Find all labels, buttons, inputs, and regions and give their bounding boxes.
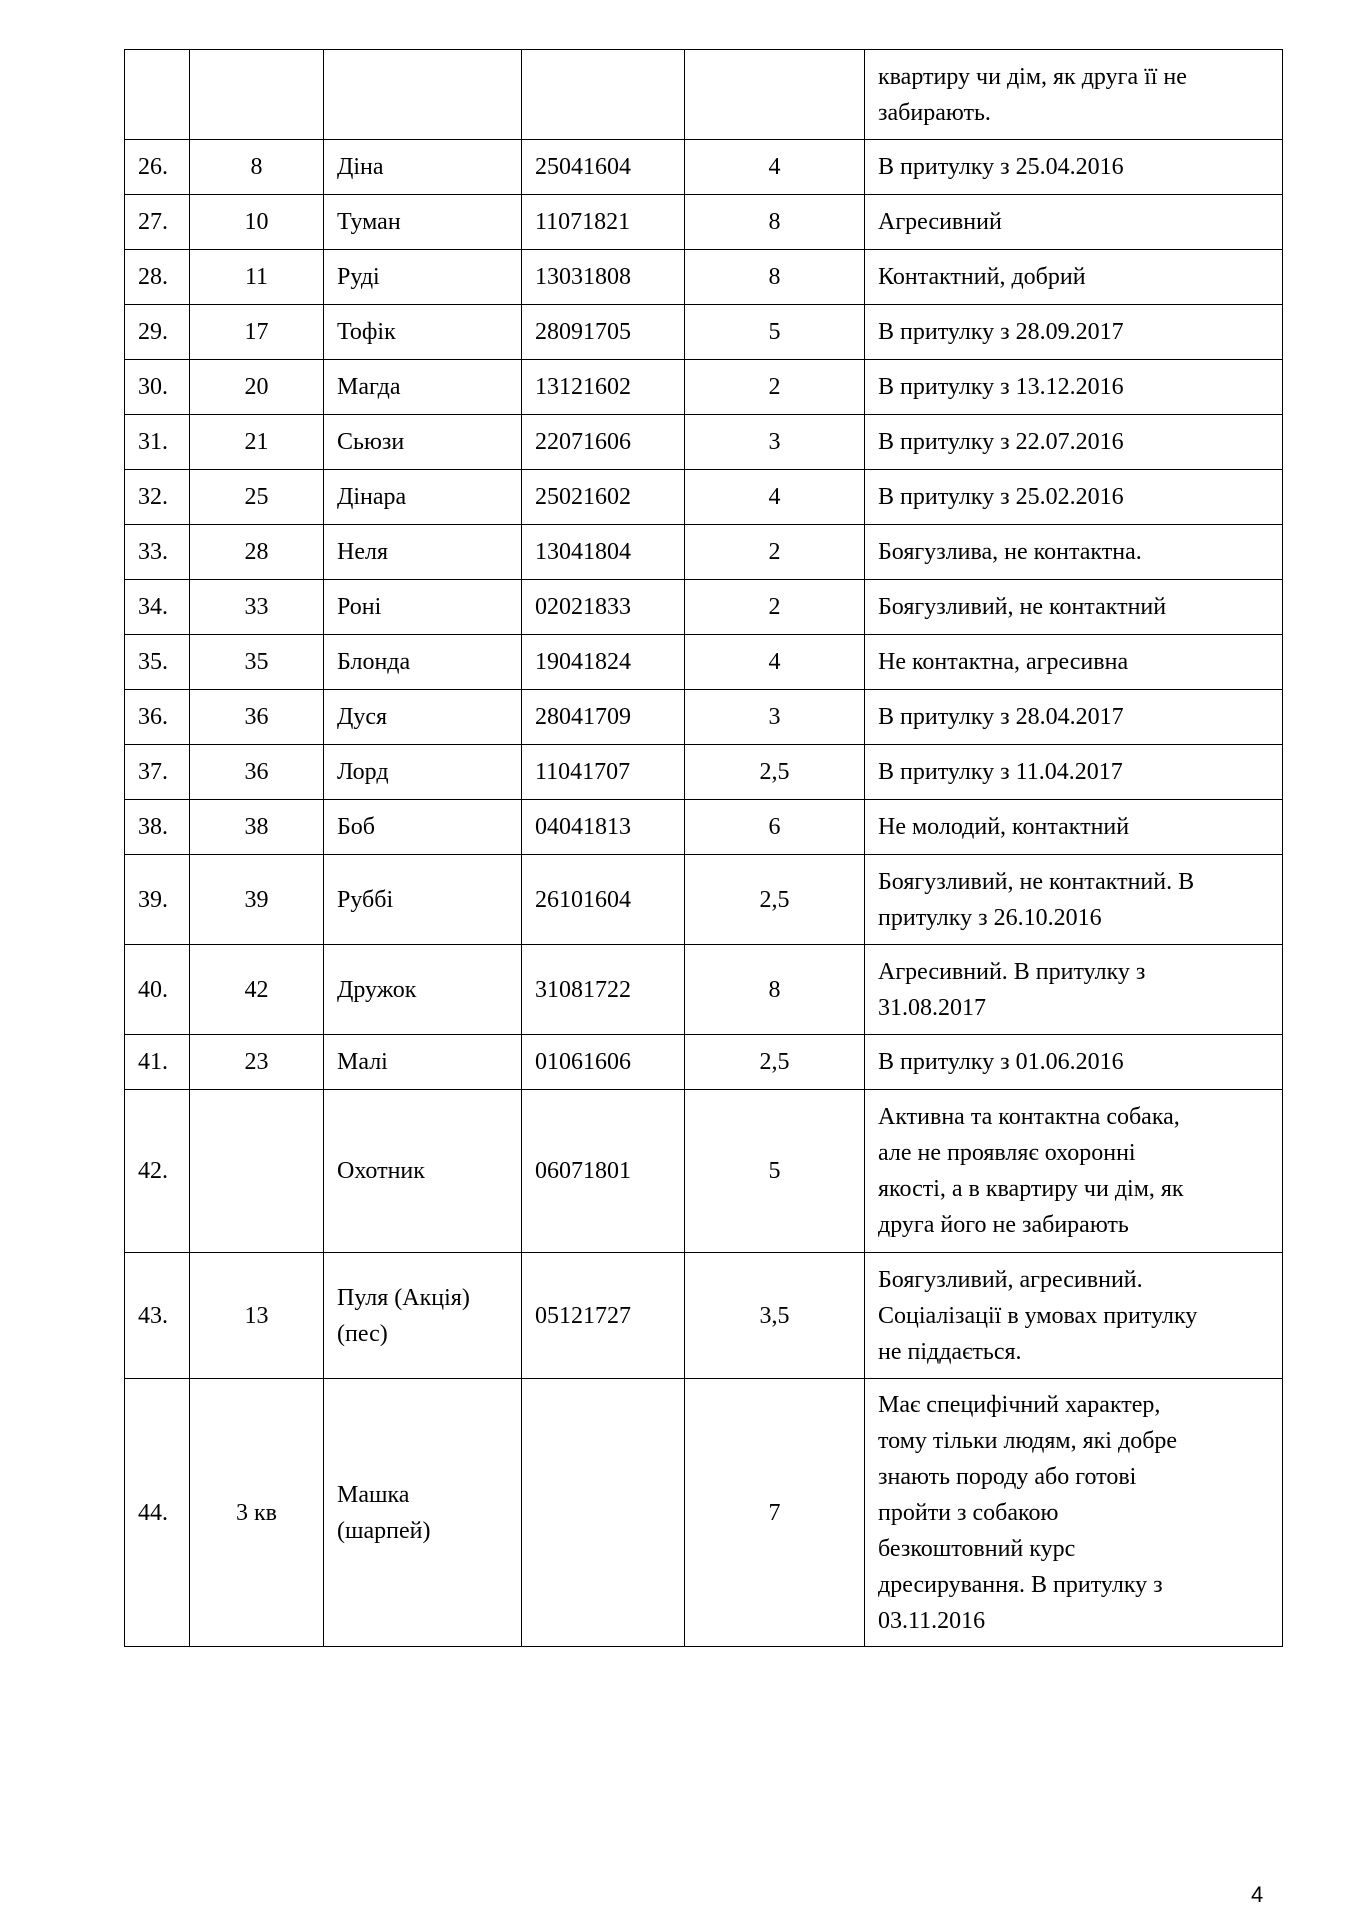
table-body	[125, 50, 1283, 1647]
cell-description: В притулку з 28.09.2017	[865, 305, 1283, 360]
table-row	[125, 580, 1283, 635]
cell-enclosure: 36	[190, 745, 324, 800]
cell-description: В притулку з 25.02.2016	[865, 470, 1283, 525]
cell-description: Боягузливий, агресивний. Соціалізації в умовах притулку не піддається.	[865, 1253, 1283, 1379]
cell-enclosure: 28	[190, 525, 324, 580]
cell-name	[324, 50, 522, 140]
table-row	[125, 195, 1283, 250]
cell-chip-number: 22071606	[522, 415, 685, 470]
cell-name: Пуля (Акція) (пес)	[324, 1253, 522, 1379]
cell-name: Сьюзи	[324, 415, 522, 470]
cell-description: Боягузливий, не контактний	[865, 580, 1283, 635]
cell-age: 5	[685, 305, 865, 360]
table-row	[125, 525, 1283, 580]
cell-name: Туман	[324, 195, 522, 250]
cell-description: Агресивний	[865, 195, 1283, 250]
cell-enclosure: 13	[190, 1253, 324, 1379]
cell-enclosure: 3 кв	[190, 1379, 324, 1647]
cell-description: Боягузлива, не контактна.	[865, 525, 1283, 580]
cell-chip-number: 13121602	[522, 360, 685, 415]
table-row	[125, 360, 1283, 415]
cell-age: 3	[685, 415, 865, 470]
cell-name: Руббі	[324, 855, 522, 945]
cell-enclosure: 42	[190, 945, 324, 1035]
cell-age: 2	[685, 360, 865, 415]
cell-name: Тофік	[324, 305, 522, 360]
cell-enclosure: 23	[190, 1035, 324, 1090]
cell-name: Дуся	[324, 690, 522, 745]
cell-enclosure: 35	[190, 635, 324, 690]
table-row	[125, 415, 1283, 470]
cell-description: Боягузливий, не контактний. В притулку з 26.10.2016	[865, 855, 1283, 945]
cell-age: 5	[685, 1090, 865, 1253]
cell-chip-number: 02021833	[522, 580, 685, 635]
cell-enclosure: 10	[190, 195, 324, 250]
table-row	[125, 305, 1283, 360]
cell-name: Машка (шарпей)	[324, 1379, 522, 1647]
cell-name: Лорд	[324, 745, 522, 800]
cell-chip-number: 04041813	[522, 800, 685, 855]
cell-description: квартиру чи дім, як друга її не забирають.	[865, 50, 1283, 140]
cell-number: 26.	[125, 140, 190, 195]
cell-age: 2,5	[685, 745, 865, 800]
cell-description: В притулку з 01.06.2016	[865, 1035, 1283, 1090]
cell-name: Дінара	[324, 470, 522, 525]
cell-name: Боб	[324, 800, 522, 855]
cell-chip-number: 19041824	[522, 635, 685, 690]
table-row	[125, 855, 1283, 945]
table-row	[125, 690, 1283, 745]
cell-chip-number	[522, 50, 685, 140]
cell-name: Дружок	[324, 945, 522, 1035]
cell-enclosure: 11	[190, 250, 324, 305]
cell-chip-number: 26101604	[522, 855, 685, 945]
cell-description: Має специфічний характер, тому тільки людям, які добре знають породу або готові пройти з собакою безкоштовний курс дресирування. В притулку з 03.11.2016	[865, 1379, 1283, 1647]
table-row	[125, 745, 1283, 800]
cell-chip-number	[522, 1379, 685, 1647]
cell-age: 3	[685, 690, 865, 745]
cell-enclosure: 36	[190, 690, 324, 745]
cell-age: 6	[685, 800, 865, 855]
cell-enclosure: 21	[190, 415, 324, 470]
cell-name: Магда	[324, 360, 522, 415]
cell-enclosure: 33	[190, 580, 324, 635]
cell-age: 3,5	[685, 1253, 865, 1379]
cell-number: 44.	[125, 1379, 190, 1647]
cell-description: Агресивний. В притулку з 31.08.2017	[865, 945, 1283, 1035]
cell-number: 36.	[125, 690, 190, 745]
cell-name: Діна	[324, 140, 522, 195]
cell-name: Неля	[324, 525, 522, 580]
table-row	[125, 1035, 1283, 1090]
cell-chip-number: 11071821	[522, 195, 685, 250]
cell-age	[685, 50, 865, 140]
table-row	[125, 1379, 1283, 1647]
cell-chip-number: 28041709	[522, 690, 685, 745]
cell-chip-number: 25041604	[522, 140, 685, 195]
table-row	[125, 140, 1283, 195]
cell-chip-number: 28091705	[522, 305, 685, 360]
cell-description: В притулку з 22.07.2016	[865, 415, 1283, 470]
table-row	[125, 635, 1283, 690]
cell-description: Не молодий, контактний	[865, 800, 1283, 855]
cell-number: 40.	[125, 945, 190, 1035]
page-number: 4	[1251, 1882, 1264, 1907]
cell-chip-number: 13041804	[522, 525, 685, 580]
cell-name: Малі	[324, 1035, 522, 1090]
cell-enclosure: 38	[190, 800, 324, 855]
cell-chip-number: 11041707	[522, 745, 685, 800]
cell-name: Роні	[324, 580, 522, 635]
cell-chip-number: 25021602	[522, 470, 685, 525]
cell-enclosure: 8	[190, 140, 324, 195]
cell-enclosure: 17	[190, 305, 324, 360]
cell-age: 8	[685, 195, 865, 250]
cell-description: Активна та контактна собака, але не проявляє охоронні якості, а в квартиру чи дім, як друга його не забирають	[865, 1090, 1283, 1253]
cell-number: 42.	[125, 1090, 190, 1253]
cell-number: 35.	[125, 635, 190, 690]
cell-description: В притулку з 25.04.2016	[865, 140, 1283, 195]
cell-age: 4	[685, 470, 865, 525]
cell-description: В притулку з 28.04.2017	[865, 690, 1283, 745]
cell-enclosure	[190, 1090, 324, 1253]
cell-chip-number: 05121727	[522, 1253, 685, 1379]
cell-number: 37.	[125, 745, 190, 800]
cell-number: 43.	[125, 1253, 190, 1379]
cell-enclosure	[190, 50, 324, 140]
cell-description: Не контактна, агресивна	[865, 635, 1283, 690]
cell-age: 2,5	[685, 855, 865, 945]
cell-age: 8	[685, 945, 865, 1035]
animals-table	[124, 49, 1283, 1647]
cell-chip-number: 01061606	[522, 1035, 685, 1090]
cell-number: 28.	[125, 250, 190, 305]
cell-number	[125, 50, 190, 140]
cell-number: 33.	[125, 525, 190, 580]
cell-name: Блонда	[324, 635, 522, 690]
cell-number: 30.	[125, 360, 190, 415]
cell-number: 34.	[125, 580, 190, 635]
cell-chip-number: 06071801	[522, 1090, 685, 1253]
table-row	[125, 50, 1283, 140]
table-row	[125, 945, 1283, 1035]
cell-age: 2	[685, 525, 865, 580]
cell-enclosure: 25	[190, 470, 324, 525]
cell-number: 27.	[125, 195, 190, 250]
cell-age: 2	[685, 580, 865, 635]
table-row	[125, 470, 1283, 525]
cell-enclosure: 20	[190, 360, 324, 415]
cell-name: Охотник	[324, 1090, 522, 1253]
cell-name: Руді	[324, 250, 522, 305]
cell-chip-number: 31081722	[522, 945, 685, 1035]
cell-age: 4	[685, 635, 865, 690]
cell-number: 39.	[125, 855, 190, 945]
cell-chip-number: 13031808	[522, 250, 685, 305]
cell-description: В притулку з 11.04.2017	[865, 745, 1283, 800]
cell-number: 32.	[125, 470, 190, 525]
cell-number: 38.	[125, 800, 190, 855]
cell-description: Контактний, добрий	[865, 250, 1283, 305]
cell-number: 29.	[125, 305, 190, 360]
cell-age: 7	[685, 1379, 865, 1647]
table-row	[125, 250, 1283, 305]
cell-number: 41.	[125, 1035, 190, 1090]
cell-age: 4	[685, 140, 865, 195]
cell-description: В притулку з 13.12.2016	[865, 360, 1283, 415]
cell-age: 8	[685, 250, 865, 305]
cell-enclosure: 39	[190, 855, 324, 945]
cell-age: 2,5	[685, 1035, 865, 1090]
cell-number: 31.	[125, 415, 190, 470]
table-row	[125, 800, 1283, 855]
table-row	[125, 1090, 1283, 1253]
table-row	[125, 1253, 1283, 1379]
